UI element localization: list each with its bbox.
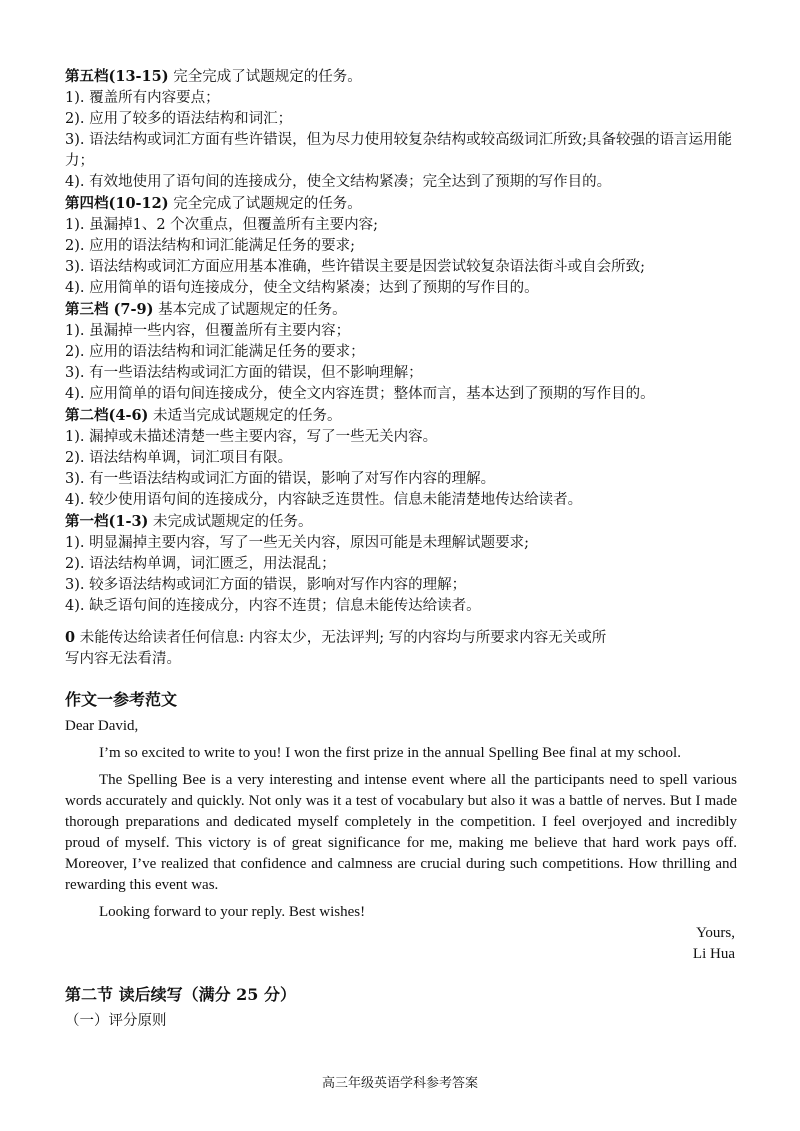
page-footer: 高三年级英语学科参考答案	[321, 1076, 478, 1091]
grade-block	[65, 299, 737, 405]
grade-block	[65, 405, 737, 511]
essay-paragraph: Looking forward to your reply. Best wishes!	[99, 904, 366, 920]
grade-item: 4). 缺乏语句间的连接成分，内容不连贯；信息未能传达给读者。	[65, 598, 481, 614]
essay-heading: 作文一参考范文	[65, 690, 178, 709]
grade-item: 2). 应用了较多的语法结构和词汇；	[65, 111, 293, 127]
grade-title: 第一档(1-3)	[65, 513, 149, 530]
essay-closing: Yours,	[696, 925, 735, 941]
grade-item: 1). 虽漏掉1、2 个次重点，但覆盖所有主要内容;	[65, 217, 379, 233]
grade-item: 1). 覆盖所有内容要点；	[65, 90, 220, 106]
grade-item: 2). 应用的语法结构和词汇能满足任务的要求;	[65, 238, 355, 254]
page-content	[65, 66, 737, 1032]
grade-desc: 未完成试题规定的任务。	[153, 514, 313, 530]
model-essay	[65, 716, 737, 965]
grade-block	[65, 66, 737, 193]
zero-desc-cont: 写内容无法看清。	[65, 651, 181, 667]
zero-score: 0	[65, 629, 76, 646]
grade-title: 第五档(13-15)	[65, 68, 169, 85]
grade-item: 2). 应用的语法结构和词汇能满足任务的要求；	[65, 344, 365, 360]
grade-block	[65, 511, 737, 617]
essay-paragraph: The Spelling Bee is a very interesting and intense event where all the participants need to spell various words accurately and quickly. Not only was it a test of vocabulary but also it was a battle of nerves. But I made thorough preparations and dedicated myself completely in the competition. I feel overjoyed and incredibly proud of myself. This victory is of great significance for me, making me believe that hard work pays off. Moreover, I’ve realized that confidence and calmness are crucial during such competitions. How thrilling and rewarding this event was.	[65, 772, 737, 893]
grade-item: 3). 有一些语法结构或词汇方面的错误，影响了对写作内容的理解。	[65, 471, 496, 487]
grade-item: 1). 漏掉或未描述清楚一些主要内容，写了一些无关内容。	[65, 429, 438, 445]
grade-item: 1). 虽漏掉一些内容，但覆盖所有主要内容；	[65, 323, 351, 339]
grade-item: 4). 有效地使用了语句间的连接成分，使全文结构紧凑；完全达到了预期的写作目的。	[65, 174, 612, 190]
grade-item: 3). 较多语法结构或词汇方面的错误，影响对写作内容的理解；	[65, 577, 467, 593]
grade-title: 第四档(10-12)	[65, 195, 169, 212]
essay-greeting: Dear David,	[65, 718, 139, 734]
grade-block	[65, 193, 737, 299]
grade-title: 第二档(4-6)	[65, 407, 149, 424]
grade-item: 3). 语法结构或词汇方面应用基本准确，些许错误主要是因尝试较复杂语法街斗或自会所致;	[65, 259, 645, 275]
essay-paragraph: I’m so excited to write to you! I won the first prize in the annual Spelling Bee final at my school.	[99, 745, 681, 761]
zero-grade-block	[65, 627, 737, 670]
grade-desc: 未适当完成试题规定的任务。	[153, 408, 342, 424]
grade-item: 4). 较少使用语句间的连接成分，内容缺乏连贯性。信息未能清楚地传达给读者。	[65, 492, 583, 508]
grade-item: 2). 语法结构单调，词汇匮乏，用法混乱；	[65, 556, 336, 572]
grade-item: 3). 有一些语法结构或词汇方面的错误，但不影响理解；	[65, 365, 423, 381]
section-heading: 第二节 读后续写（满分 25 分）	[65, 985, 296, 1004]
grade-item: 4). 应用简单的语句连接成分，使全文结构紧凑；达到了预期的写作目的。	[65, 280, 539, 296]
grade-item: 1). 明显漏掉主要内容，写了一些无关内容，原因可能是未理解试题要求;	[65, 535, 529, 551]
grade-desc: 完全完成了试题规定的任务。	[173, 69, 362, 85]
grade-item: 3). 语法结构或词汇方面有些许错误，但为尽力使用较复杂结构或较高级词汇所致;具备较强的语言运用能力；	[65, 132, 732, 169]
zero-desc: 未能传达给读者任何信息: 内容太少，无法评判; 写的内容均与所要求内容无关或所	[79, 630, 607, 646]
grade-item: 2). 语法结构单调，词汇项目有限。	[65, 450, 293, 466]
grade-item: 4). 应用简单的语句间连接成分，使全文内容连贯；整体而言，基本达到了预期的写作目的。	[65, 386, 655, 402]
grade-title: 第三档 (7-9)	[65, 301, 154, 318]
section-subheading: （一）评分原则	[65, 1013, 167, 1029]
grade-desc: 完全完成了试题规定的任务。	[173, 196, 362, 212]
grade-desc: 基本完成了试题规定的任务。	[158, 302, 347, 318]
essay-signature: Li Hua	[692, 946, 735, 962]
